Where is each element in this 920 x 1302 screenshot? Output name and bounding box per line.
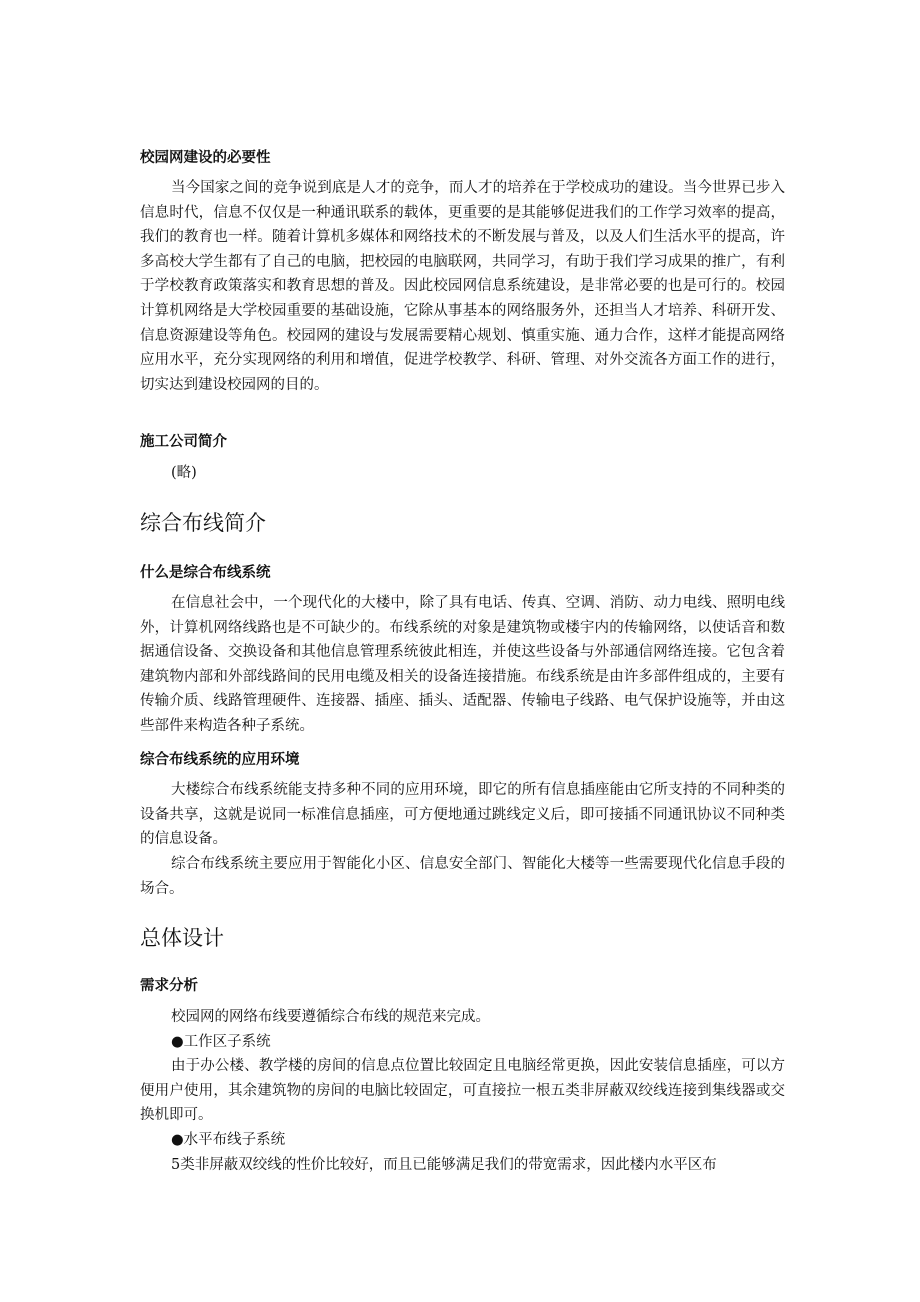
paragraph-application-env-1: 大楼综合布线系统能支持多种不同的应用环境，即它的所有信息插座能由它所支持的不同种类的设备共享，这就是说同一标准信息插座，可方便地通过跳线定义后，即可接插不同通讯协议不同种类的信息设备。 bbox=[140, 782, 785, 848]
bullet-work-area-subsystem: ●工作区子系统 bbox=[171, 1034, 271, 1050]
paragraph-company: (略) bbox=[171, 465, 197, 481]
paragraph-horizontal-subsystem: 5类非屏蔽双绞线的性价比较好，而且已能够满足我们的带宽需求，因此楼内水平区布 bbox=[171, 1157, 717, 1173]
paragraph-what-is-cabling: 在信息社会中，一个现代化的大楼中，除了具有电话、传真、空调、消防、动力电线、照明电线外，计算机网络线路也是不可缺少的。布线系统的对象是建筑物或楼宇内的传输网络，以使话音和数据通信设备、交换设备和其他信息管理系统彼此相连，并使这些设备与外部通信网络连接。它包含着建筑物内部和外部线路间的民用电缆及相关的设备连接措施。布线系统是由许多部件组成的，主要有传输介质、线路管理硬件、连接器、插座、插头、适配器、传输电子线路、电气保护设施等，并由这些部件来构造各种子系统。 bbox=[140, 595, 785, 734]
paragraph-requirement-line: 校园网的网络布线要遵循综合布线的规范来完成。 bbox=[171, 1009, 490, 1025]
title-cabling-intro: 综合布线简介 bbox=[140, 511, 266, 535]
paragraph-necessity: 当今国家之间的竞争说到底是人才的竞争，而人才的培养在于学校成功的建设。当今世界已步入信息时代，信息不仅仅是一种通讯联系的载体，更重要的是其能够促进我们的工作学习效率的提高，我们的教育也一样。随着计算机多媒体和网络技术的不断发展与普及，以及人们生活水平的提高，许多高校大学生都有了自己的电脑，把校园的电脑联网，共同学习，有助于我们学习成果的推广，有利于学校教育政策落实和教育思想的普及。因此校园网信息系统建设，是非常必要的也是可行的。校园计算机网络是大学校园重要的基础设施，它除从事基本的网络服务外，还担当人才培养、科研开发、信息资源建设等角色。校园网的建设与发展需要精心规划、慎重实施、通力合作，这样才能提高网络应用水平，充分实现网络的利用和增值，促进学校教学、科研、管理、对外交流各方面工作的进行，切实达到建设校园网的目的。 bbox=[140, 180, 785, 393]
bullet-horizontal-subsystem: ●水平布线子系统 bbox=[171, 1132, 286, 1148]
heading-company: 施工公司简介 bbox=[140, 434, 227, 450]
heading-application-env: 综合布线系统的应用环境 bbox=[140, 752, 300, 768]
paragraph-work-area-subsystem: 由于办公楼、教学楼的房间的信息点位置比较固定且电脑经常更换，因此安装信息插座，可以方便用户使用，其余建筑物的房间的电脑比较固定，可直接拉一根五类非屏蔽双绞线连接到集线器或交换机即可。 bbox=[140, 1058, 785, 1124]
title-overall-design: 总体设计 bbox=[140, 926, 224, 950]
paragraph-application-env-2: 综合布线系统主要应用于智能化小区、信息安全部门、智能化大楼等一些需要现代化信息手段的场合。 bbox=[140, 856, 785, 897]
heading-what-is-cabling: 什么是综合布线系统 bbox=[140, 565, 271, 581]
heading-requirement-analysis: 需求分析 bbox=[140, 978, 198, 994]
heading-necessity: 校园网建设的必要性 bbox=[140, 150, 271, 166]
